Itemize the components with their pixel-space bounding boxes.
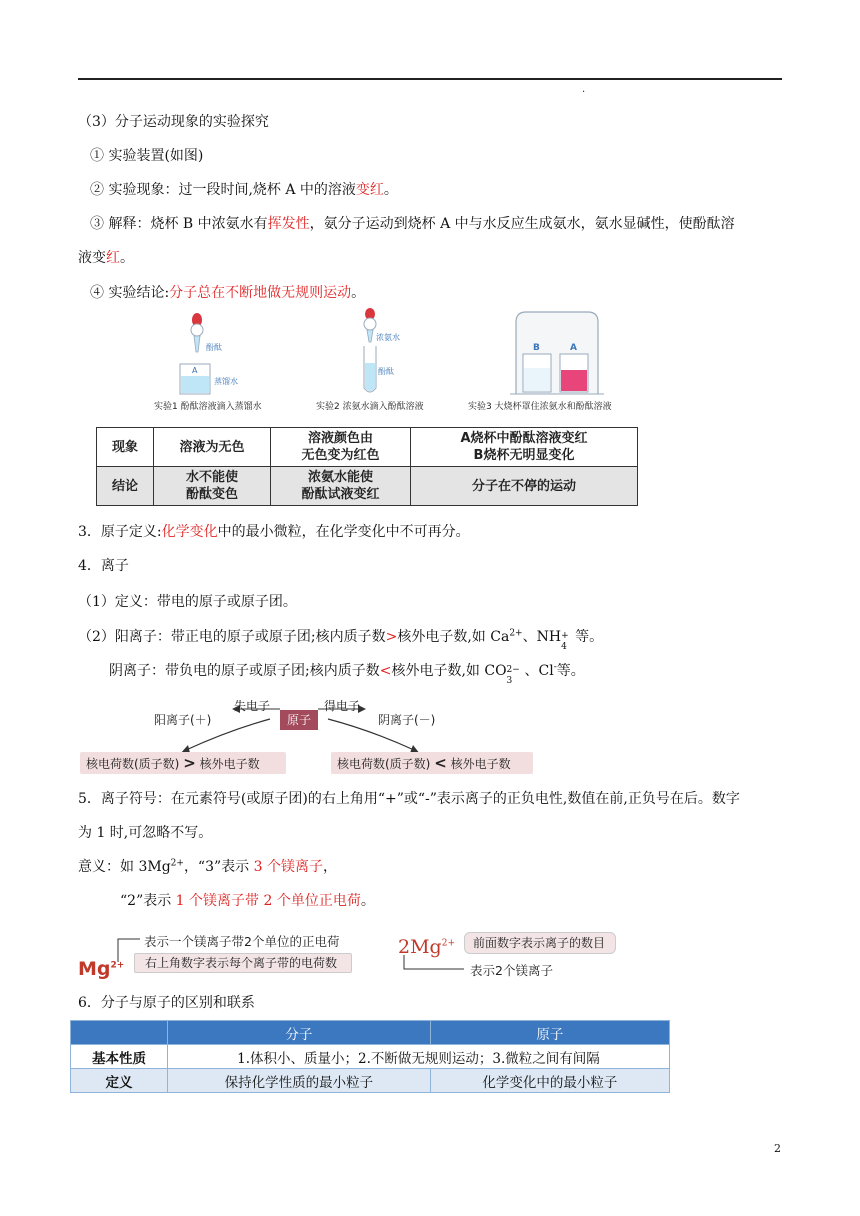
- symbol-meaning-2: “2”表示 1 个镁离子带 2 个单位正电荷。: [120, 893, 375, 909]
- section-3-item-2: ② 实验现象：过一段时间,烧杯 A 中的溶液变红。: [90, 182, 398, 198]
- section-3-item-4: ④ 实验结论:分子总在不断地做无规则运动。: [90, 285, 366, 301]
- exp1-caption: 实验1 酚酞溶液滴入蒸馏水: [154, 402, 262, 412]
- exp2-dropper-label: 浓氨水: [376, 333, 400, 342]
- header-dot: .: [582, 84, 586, 95]
- exp1-liquid-label: 蒸馏水: [214, 377, 238, 386]
- section-3-title: （3）分子运动现象的实验探究: [78, 114, 269, 130]
- header-rule: [78, 78, 782, 80]
- section-3-item-3: ③ 解释：烧杯 B 中浓氨水有挥发性，氨分子运动到烧杯 A 中与水反应生成氨水，氨水显碱性，使酚酞溶: [90, 216, 735, 232]
- exp2-caption: 实验2 浓氨水滴入酚酞溶液: [316, 402, 424, 412]
- mg-left-symbol: $Mg^{2+}$: [78, 958, 125, 980]
- cell-phenomenon-1: 溶液为无色: [154, 428, 271, 467]
- cell-phenomenon-3: A烧杯中酚酞溶液变红 B烧杯无明显变化: [411, 428, 638, 467]
- compare-head-empty: [71, 1021, 168, 1045]
- cation-line: （2）阳离子：带正电的原子或原子团;核内质子数>核外电子数,如 $Ca^{2+}$、NH + 4 等。: [78, 628, 604, 652]
- mg-right-bracket: [398, 955, 468, 975]
- compare-definition-atom: 化学变化中的最小粒子: [430, 1069, 669, 1093]
- mg-left-note-2: 右上角数字表示每个离子带的电荷数: [134, 953, 352, 973]
- compare-definition-molecule: 保持化学性质的最小粒子: [168, 1069, 431, 1093]
- compare-properties-value: 1.体积小、质量小；2.不断做无规则运动；3.微粒之间有间隔: [168, 1045, 670, 1069]
- symbol-meaning-1: 意义：如 $3Mg^{2+}$，“3”表示 3 个镁离子，: [78, 858, 337, 875]
- page-number: 2: [774, 1142, 781, 1155]
- exp3-beaker-b-letter: B: [533, 343, 540, 353]
- mg-right-note-2: 表示2个镁离子: [470, 963, 553, 978]
- section-3-item-3-cont: 液变红。: [78, 250, 134, 266]
- ion-title: 4．离子: [78, 558, 129, 574]
- compare-head-atom: 原子: [430, 1021, 669, 1045]
- anion-label: 阴离子(－): [378, 713, 436, 727]
- exp3-caption: 实验3 大烧杯罩住浓氨水和酚酞溶液: [468, 402, 612, 412]
- lose-electron-label: 失电子: [234, 699, 271, 713]
- experiment-table: [96, 427, 638, 506]
- cation-label: 阳离子(＋): [154, 713, 212, 727]
- exp2-test-tube-icon: [364, 346, 376, 392]
- gain-electron-label: 得电子: [324, 699, 361, 713]
- compare-row-definition: 定义: [71, 1069, 168, 1093]
- exp3-beaker-a-letter: A: [570, 343, 577, 353]
- compare-table: [70, 1020, 670, 1093]
- exp1-dropper-label: 酚酞: [206, 343, 222, 352]
- mg-right-note-1: 前面数字表示离子的数目: [464, 932, 616, 954]
- ion-definition: （1）定义：带电的原子或原子团。: [78, 594, 297, 610]
- cell-phenomenon-2: 溶液颜色由 无色变为红色: [270, 428, 410, 467]
- atom-definition: 3．原子定义:化学变化中的最小微粒，在化学变化中不可再分。: [78, 524, 470, 540]
- row-header-conclusion: 结论: [97, 467, 154, 506]
- exp2-dropper-icon: [364, 308, 376, 342]
- anion-line: 阴离子：带负电的原子或原子团;核内质子数<核外电子数,如 CO 2− 3 、Cl-等。: [109, 662, 585, 686]
- row-header-phenomenon: 现象: [97, 428, 154, 467]
- cell-conclusion-1: 水不能使 酚酞变色: [154, 467, 271, 506]
- compare-row-properties: 基本性质: [71, 1045, 168, 1069]
- experiment-figure: [150, 308, 650, 420]
- exp1-beaker-letter: A: [192, 366, 198, 375]
- exp3-bell-jar-icon: [510, 312, 604, 394]
- atom-box: 原子: [280, 710, 318, 730]
- exp1-dropper-icon: [191, 313, 203, 352]
- section-3-item-1: ① 实验装置(如图): [90, 148, 204, 164]
- mg-left-note-1: 表示一个镁离子带2个单位的正电荷: [144, 934, 340, 949]
- symbol-line-1: 5．离子符号：在元素符号(或原子团)的右上角用“+”或“-”表示离子的正负电性,数值在前,正负号在后。数字: [78, 791, 740, 807]
- cell-conclusion-3: 分子在不停的运动: [411, 467, 638, 506]
- cell-conclusion-2: 浓氨水能使 酚酞试液变红: [270, 467, 410, 506]
- anion-relation-box: 核电荷数(质子数) < 核外电子数: [331, 752, 533, 774]
- exp2-liquid-label: 酚酞: [378, 367, 394, 376]
- mg-right-symbol: $2Mg^{2+}$: [398, 936, 455, 958]
- compare-title: 6．分子与原子的区别和联系: [78, 995, 255, 1011]
- symbol-line-2: 为 1 时,可忽略不写。: [78, 825, 213, 841]
- cation-relation-box: 核电荷数(质子数) > 核外电子数: [80, 752, 286, 774]
- compare-head-molecule: 分子: [168, 1021, 431, 1045]
